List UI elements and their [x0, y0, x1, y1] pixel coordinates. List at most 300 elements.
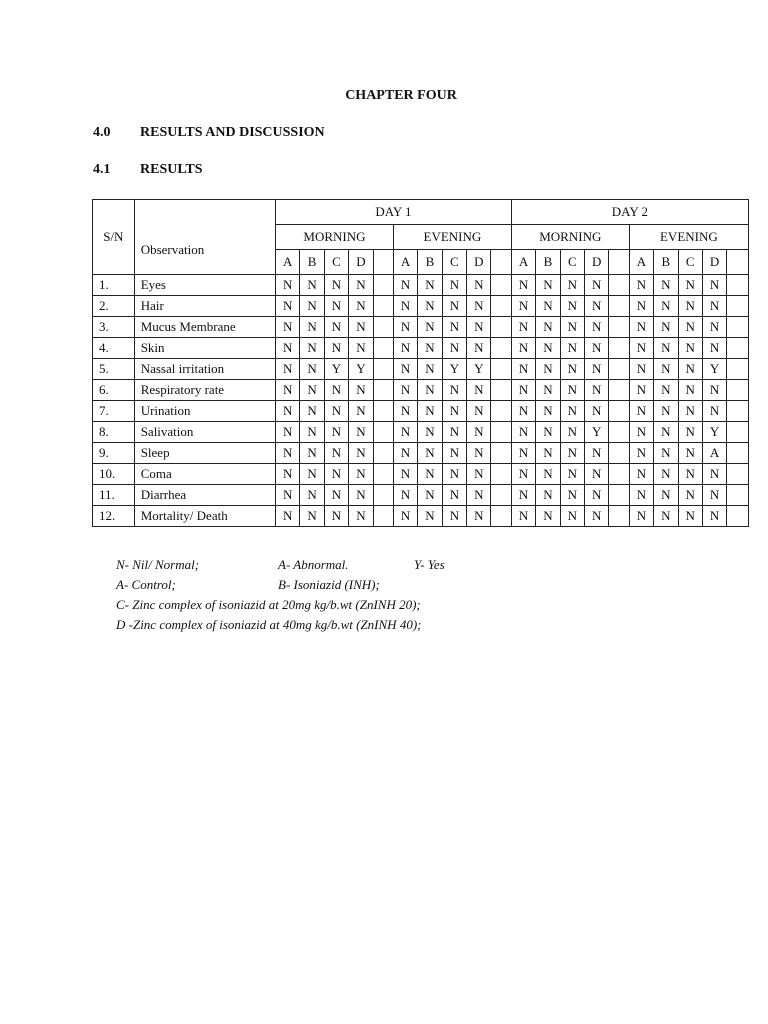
observation-table-body: [93, 200, 749, 527]
observation-value: N: [702, 275, 726, 296]
observation-value: N: [276, 317, 300, 338]
table-row: [93, 422, 749, 443]
observation-name: Mucus Membrane: [134, 317, 275, 338]
observation-value: N: [629, 380, 653, 401]
row-number: 12.: [93, 506, 135, 527]
spacer-cell: [373, 380, 393, 401]
spacer-cell: [373, 506, 393, 527]
table-row: [93, 380, 749, 401]
spacer-cell: [491, 338, 511, 359]
observation-value: N: [393, 485, 417, 506]
observation-name: Nassal irritation: [134, 359, 275, 380]
observation-value: N: [536, 422, 560, 443]
spacer-cell: [373, 464, 393, 485]
row-number: 2.: [93, 296, 135, 317]
legend-abnormal: A- Abnormal.: [278, 557, 349, 572]
observation-value: N: [511, 317, 535, 338]
observation-value: N: [442, 275, 466, 296]
observation-value: N: [678, 464, 702, 485]
period-header: EVENING: [629, 225, 748, 250]
observation-value: N: [654, 422, 678, 443]
observation-value: N: [393, 296, 417, 317]
observation-value: N: [702, 338, 726, 359]
observation-value: N: [654, 380, 678, 401]
table-row: [93, 506, 749, 527]
row-number: 5.: [93, 359, 135, 380]
observation-value: N: [585, 506, 609, 527]
observation-value: N: [560, 275, 584, 296]
observation-value: N: [511, 443, 535, 464]
observation-value: N: [418, 317, 442, 338]
observation-value: N: [300, 317, 324, 338]
observation-value: N: [418, 359, 442, 380]
observation-value: N: [560, 296, 584, 317]
observation-value: N: [324, 275, 348, 296]
observation-value: N: [349, 338, 373, 359]
spacer-cell: [609, 275, 629, 296]
spacer-cell: [491, 464, 511, 485]
observation-value: N: [324, 506, 348, 527]
group-header: A: [629, 250, 653, 275]
observation-value: N: [467, 422, 491, 443]
section-number: 4.0: [93, 125, 111, 140]
spacer-cell: [609, 359, 629, 380]
spacer-cell: [609, 380, 629, 401]
observation-value: N: [702, 506, 726, 527]
spacer-cell: [609, 296, 629, 317]
observation-value: N: [560, 359, 584, 380]
observation-value: N: [585, 338, 609, 359]
spacer-cell: [491, 250, 511, 275]
spacer-cell: [373, 317, 393, 338]
observation-value: N: [276, 275, 300, 296]
observation-value: N: [324, 338, 348, 359]
observation-value: N: [300, 464, 324, 485]
observation-name: Respiratory rate: [134, 380, 275, 401]
observation-value: N: [418, 464, 442, 485]
observation-value: N: [442, 296, 466, 317]
observation-name: Eyes: [134, 275, 275, 296]
table-row: [93, 317, 749, 338]
observation-value: N: [393, 275, 417, 296]
observation-value: N: [560, 464, 584, 485]
observation-value: N: [324, 296, 348, 317]
spacer-cell: [491, 296, 511, 317]
observation-value: N: [585, 485, 609, 506]
table-row: [93, 443, 749, 464]
observation-value: N: [276, 506, 300, 527]
spacer-cell: [727, 380, 749, 401]
spacer-cell: [609, 464, 629, 485]
group-header: C: [442, 250, 466, 275]
observation-value: N: [276, 359, 300, 380]
spacer-cell: [609, 422, 629, 443]
observation-value: Y: [324, 359, 348, 380]
row-number: 6.: [93, 380, 135, 401]
observation-value: N: [536, 506, 560, 527]
observation-value: N: [324, 401, 348, 422]
observation-value: N: [678, 359, 702, 380]
legend-normal: N- Nil/ Normal;: [116, 557, 200, 572]
observation-value: Y: [442, 359, 466, 380]
group-header: D: [702, 250, 726, 275]
row-number: 3.: [93, 317, 135, 338]
observation-value: N: [560, 422, 584, 443]
observation-value: N: [324, 443, 348, 464]
observation-value: N: [536, 443, 560, 464]
legend-znINH20: C- Zinc complex of isoniazid at 20mg kg/b.wt (ZnINH 20);: [116, 597, 421, 612]
period-header: EVENING: [393, 225, 511, 250]
spacer-cell: [727, 401, 749, 422]
day-header: DAY 1: [276, 200, 512, 225]
observation-name: Urination: [134, 401, 275, 422]
group-header: C: [324, 250, 348, 275]
section-heading-results-discussion: [93, 125, 325, 141]
observation-value: N: [654, 401, 678, 422]
section-number: 4.1: [93, 162, 111, 177]
observation-value: N: [511, 506, 535, 527]
group-header: B: [300, 250, 324, 275]
observation-value: N: [393, 317, 417, 338]
row-number: 8.: [93, 422, 135, 443]
spacer-cell: [373, 359, 393, 380]
observation-value: N: [629, 506, 653, 527]
spacer-cell: [373, 296, 393, 317]
observation-value: N: [418, 443, 442, 464]
observation-value: N: [629, 485, 653, 506]
legend-yes: Y- Yes: [414, 557, 445, 572]
row-number: 4.: [93, 338, 135, 359]
legend-znINH40: D -Zinc complex of isoniazid at 40mg kg/b.wt (ZnINH 40);: [116, 617, 422, 632]
spacer-cell: [491, 485, 511, 506]
observation-value: A: [702, 443, 726, 464]
observation-value: N: [654, 359, 678, 380]
group-header: D: [467, 250, 491, 275]
observation-value: N: [324, 485, 348, 506]
observation-value: N: [702, 401, 726, 422]
group-header: A: [511, 250, 535, 275]
observation-value: N: [560, 506, 584, 527]
observation-value: N: [678, 443, 702, 464]
observation-name: Hair: [134, 296, 275, 317]
spacer-cell: [727, 506, 749, 527]
observation-value: N: [511, 485, 535, 506]
observation-value: N: [629, 464, 653, 485]
table-row: [93, 464, 749, 485]
observation-name: Diarrhea: [134, 485, 275, 506]
observation-value: N: [349, 317, 373, 338]
observation-value: N: [629, 359, 653, 380]
group-header: B: [418, 250, 442, 275]
observation-value: N: [349, 296, 373, 317]
observation-value: N: [442, 317, 466, 338]
spacer-cell: [373, 422, 393, 443]
observation-value: N: [536, 485, 560, 506]
observation-value: N: [536, 380, 560, 401]
observation-value: N: [393, 359, 417, 380]
table-row: [93, 275, 749, 296]
observation-value: N: [324, 464, 348, 485]
observation-value: N: [418, 338, 442, 359]
observation-value: N: [629, 443, 653, 464]
observation-value: N: [300, 422, 324, 443]
spacer-cell: [727, 275, 749, 296]
observation-value: N: [536, 464, 560, 485]
spacer-cell: [727, 250, 749, 275]
spacer-cell: [727, 464, 749, 485]
observation-value: N: [511, 380, 535, 401]
chapter-title: CHAPTER FOUR: [345, 88, 457, 103]
observation-value: N: [349, 464, 373, 485]
row-number: 1.: [93, 275, 135, 296]
observation-value: N: [511, 338, 535, 359]
observation-value: N: [511, 359, 535, 380]
observation-value: N: [324, 422, 348, 443]
observation-value: N: [536, 296, 560, 317]
observation-value: N: [418, 506, 442, 527]
observation-value: N: [629, 317, 653, 338]
spacer-cell: [609, 317, 629, 338]
section-title: RESULTS AND DISCUSSION: [140, 125, 325, 140]
table-row: [93, 338, 749, 359]
observation-value: N: [467, 485, 491, 506]
spacer-cell: [727, 296, 749, 317]
spacer-cell: [609, 443, 629, 464]
legend-isoniazid: B- Isoniazid (INH);: [278, 577, 380, 592]
observation-value: N: [393, 506, 417, 527]
spacer-cell: [491, 422, 511, 443]
observation-value: N: [300, 296, 324, 317]
row-number: 10.: [93, 464, 135, 485]
observation-value: N: [702, 380, 726, 401]
spacer-cell: [727, 317, 749, 338]
observation-value: N: [585, 380, 609, 401]
observation-value: N: [585, 443, 609, 464]
observation-name: Coma: [134, 464, 275, 485]
observation-value: N: [467, 506, 491, 527]
spacer-cell: [727, 359, 749, 380]
group-header: B: [536, 250, 560, 275]
spacer-cell: [727, 422, 749, 443]
observation-value: N: [678, 401, 702, 422]
observation-value: N: [442, 485, 466, 506]
observation-value: Y: [467, 359, 491, 380]
observation-value: N: [678, 422, 702, 443]
legend-control: A- Control;: [116, 577, 176, 592]
observation-value: N: [393, 464, 417, 485]
observation-value: N: [442, 443, 466, 464]
spacer-cell: [609, 401, 629, 422]
observation-value: N: [511, 422, 535, 443]
observation-value: N: [536, 359, 560, 380]
observation-value: N: [560, 401, 584, 422]
observation-value: N: [418, 422, 442, 443]
observation-value: N: [467, 296, 491, 317]
group-header: A: [393, 250, 417, 275]
observation-value: N: [393, 443, 417, 464]
observation-value: N: [511, 464, 535, 485]
observation-value: N: [418, 380, 442, 401]
observation-value: N: [536, 338, 560, 359]
spacer-cell: [609, 338, 629, 359]
observation-value: N: [349, 422, 373, 443]
observation-value: N: [678, 338, 702, 359]
observation-value: N: [702, 296, 726, 317]
observation-value: N: [678, 296, 702, 317]
observation-value: N: [678, 485, 702, 506]
observation-value: N: [511, 296, 535, 317]
observation-value: N: [702, 464, 726, 485]
observation-name: Mortality/ Death: [134, 506, 275, 527]
spacer-cell: [373, 443, 393, 464]
day-header: DAY 2: [511, 200, 748, 225]
observation-value: Y: [702, 359, 726, 380]
observation-value: N: [678, 506, 702, 527]
observation-value: N: [536, 275, 560, 296]
spacer-cell: [373, 250, 393, 275]
observation-value: N: [560, 338, 584, 359]
spacer-cell: [609, 506, 629, 527]
observation-value: Y: [349, 359, 373, 380]
spacer-cell: [491, 275, 511, 296]
observation-value: N: [349, 275, 373, 296]
group-header: C: [560, 250, 584, 275]
observation-value: N: [418, 485, 442, 506]
observation-value: N: [442, 380, 466, 401]
spacer-cell: [491, 380, 511, 401]
observation-header: Observation: [134, 200, 275, 275]
observation-name: Salivation: [134, 422, 275, 443]
observation-name: Skin: [134, 338, 275, 359]
observation-value: N: [349, 506, 373, 527]
observation-value: N: [560, 443, 584, 464]
group-header: B: [654, 250, 678, 275]
day-header-row: [93, 200, 749, 225]
table-row: [93, 296, 749, 317]
spacer-cell: [491, 443, 511, 464]
section-heading-results: [93, 162, 203, 178]
spacer-cell: [491, 506, 511, 527]
observation-value: N: [276, 338, 300, 359]
group-header: A: [276, 250, 300, 275]
observation-value: N: [654, 443, 678, 464]
spacer-cell: [727, 443, 749, 464]
observation-value: N: [654, 464, 678, 485]
observation-value: N: [467, 338, 491, 359]
observation-value: N: [324, 380, 348, 401]
observation-value: N: [702, 485, 726, 506]
observation-value: N: [702, 317, 726, 338]
table-row: [93, 359, 749, 380]
observation-value: N: [349, 401, 373, 422]
observation-value: N: [511, 401, 535, 422]
observation-value: Y: [585, 422, 609, 443]
observation-table: [92, 199, 749, 527]
observation-value: N: [467, 443, 491, 464]
observation-value: N: [276, 401, 300, 422]
observation-value: N: [560, 380, 584, 401]
spacer-cell: [491, 401, 511, 422]
spacer-cell: [727, 338, 749, 359]
observation-value: N: [349, 485, 373, 506]
observation-value: N: [654, 485, 678, 506]
observation-value: N: [418, 296, 442, 317]
observation-value: N: [442, 422, 466, 443]
observation-value: N: [654, 296, 678, 317]
observation-value: N: [442, 401, 466, 422]
spacer-cell: [609, 250, 629, 275]
period-header: MORNING: [511, 225, 629, 250]
observation-value: N: [585, 317, 609, 338]
observation-value: N: [349, 380, 373, 401]
observation-value: N: [467, 401, 491, 422]
observation-value: N: [654, 338, 678, 359]
observation-value: N: [585, 359, 609, 380]
observation-value: N: [629, 401, 653, 422]
spacer-cell: [727, 485, 749, 506]
observation-value: N: [300, 506, 324, 527]
spacer-cell: [373, 401, 393, 422]
observation-value: N: [300, 485, 324, 506]
row-number: 7.: [93, 401, 135, 422]
observation-value: N: [300, 275, 324, 296]
observation-value: N: [300, 401, 324, 422]
observation-value: N: [276, 380, 300, 401]
observation-value: N: [585, 296, 609, 317]
observation-value: N: [467, 464, 491, 485]
observation-value: N: [585, 275, 609, 296]
observation-value: N: [678, 380, 702, 401]
observation-value: N: [300, 359, 324, 380]
spacer-cell: [373, 275, 393, 296]
observation-value: N: [467, 275, 491, 296]
observation-value: N: [629, 275, 653, 296]
spacer-cell: [491, 317, 511, 338]
observation-value: N: [276, 464, 300, 485]
observation-value: N: [585, 464, 609, 485]
spacer-cell: [491, 359, 511, 380]
observation-value: N: [442, 464, 466, 485]
table-row: [93, 485, 749, 506]
observation-value: N: [467, 317, 491, 338]
spacer-cell: [609, 485, 629, 506]
spacer-cell: [373, 338, 393, 359]
group-header: D: [349, 250, 373, 275]
observation-value: N: [654, 506, 678, 527]
observation-value: N: [349, 443, 373, 464]
section-title: RESULTS: [140, 162, 203, 177]
observation-value: N: [276, 443, 300, 464]
row-number: 9.: [93, 443, 135, 464]
observation-value: N: [324, 317, 348, 338]
observation-value: N: [560, 485, 584, 506]
observation-value: N: [536, 401, 560, 422]
observation-value: N: [678, 275, 702, 296]
sn-header: S/N: [93, 200, 135, 275]
observation-value: N: [654, 317, 678, 338]
observation-value: N: [393, 380, 417, 401]
observation-value: N: [442, 338, 466, 359]
observation-value: N: [629, 296, 653, 317]
observation-value: N: [585, 401, 609, 422]
observation-value: N: [300, 380, 324, 401]
observation-value: N: [418, 401, 442, 422]
group-header: D: [585, 250, 609, 275]
observation-value: N: [300, 443, 324, 464]
observation-value: N: [654, 275, 678, 296]
observation-value: N: [560, 317, 584, 338]
observation-value: N: [393, 422, 417, 443]
